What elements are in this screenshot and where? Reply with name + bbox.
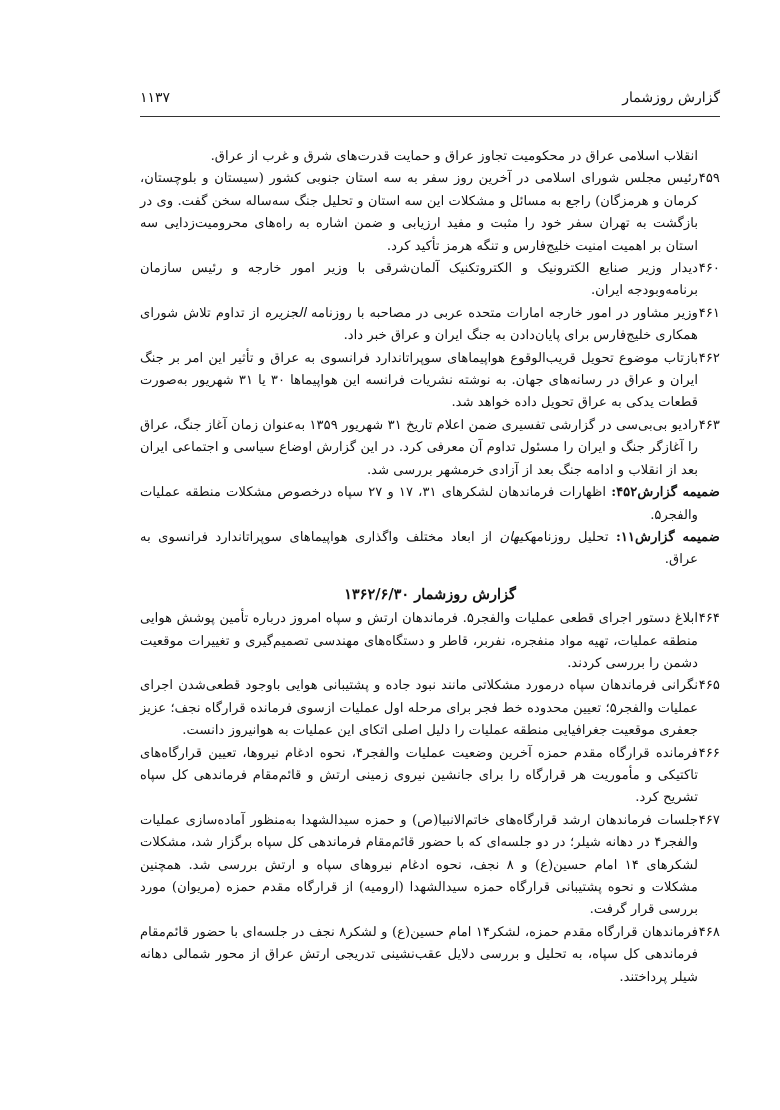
page-body — [140, 146, 720, 989]
item-text: فرماندهان قرارگاه مقدم حمزه، لشکر۱۴ امام حسین(ع) و لشکر۸ نجف در جلسه‌ای با حضور قائم‌مقام فرماندهی کل سپاه، به تحلیل و بررسی دلایل عقب‌نشینی تدریجی ارتش عراق از محور شمالی دهانه شیلر پرداختند. — [140, 924, 698, 985]
list-item — [140, 348, 720, 415]
item-number: ۴۶۲ — [698, 350, 720, 366]
page-header — [140, 88, 720, 117]
running-title: گزارش روزشمار — [622, 90, 720, 106]
list-item — [140, 743, 720, 810]
item-text: وزیر مشاور در امور خارجه امارات متحده عربی در مصاحبه با روزنامه — [305, 305, 698, 321]
item-text: دیدار وزیر صنایع الکترونیک و الکتروتکنیک آلمان‌شرقی با وزیر امور خارجه و رئیس سازمان برنامه‌وبودجه ایران. — [140, 261, 698, 299]
annex-label: ضمیمه گزارش۴۵۲: — [611, 485, 720, 501]
annex-text: تحلیل روزنامه — [530, 529, 616, 545]
item-text: رادیو بی‌بی‌سی در گزارشی تفسیری ضمن اعلام تاریخ ۳۱ شهریور ۱۳۵۹ به‌عنوان زمان آغاز جنگ، عراق را آغازگر جنگ و ایران را مسئول تداوم آن معرفی کرد. در این گزارش اوضاع سیاسی و اجتماعی ایران بعد از انقلاب و ادامه جنگ بعد از آزادی خرمشهر بررسی شد. — [140, 417, 699, 478]
item-number: ۴۶۴ — [698, 611, 720, 627]
item-text: نگرانی فرماندهان سپاه درمورد مشکلاتی مانند نبود جاده و پشتیبانی هوایی باوجود قطعی‌شدن اجرای عملیات والفجر۵؛ تعیین محدوده خط فجر برای مرحله اول عملیات ازسوی فرمانده قرارگاه نجف؛ عزیز جعفری موقعیت جغرافیایی منطقه عملیات را دلیل اصلی اتکای این عملیات به هوانیروز دانست. — [140, 678, 698, 739]
item-number: ۴۶۳ — [698, 417, 720, 433]
item-number: ۴۶۷ — [698, 812, 720, 828]
list-item — [140, 415, 720, 482]
list-item — [140, 810, 720, 922]
item-number: ۴۶۱ — [698, 305, 720, 321]
annex-note — [140, 527, 720, 572]
newspaper-name: کیهان — [499, 529, 531, 545]
list-item — [140, 608, 720, 675]
annex-text: اظهارات فرماندهان لشکرهای ۳۱، ۱۷ و ۲۷ سپاه درخصوص مشکلات منطقه عملیات والفجر۵. — [140, 485, 698, 523]
item-text: ابلاغ دستور اجرای قطعی عملیات والفجر۵. فرماندهان ارتش و سپاه امروز درباره تأمین پوشش هوایی منطقه عملیات، تهیه مواد منفجره، نفربر، قاطر و دستگاه‌های مهندسی تصمیم‌گیری و تغییرات موقعیت دشمن را بررسی کردند. — [140, 611, 699, 671]
intro-text: انقلاب اسلامی عراق در محکومیت تجاوز عراق و حمایت قدرت‌های شرق و غرب از عراق. — [210, 149, 698, 164]
list-item — [140, 168, 720, 258]
section-heading: گزارش روزشمار ۱۳۶۲/۶/۳۰ — [344, 585, 516, 603]
item-number: ۴۶۰ — [698, 261, 720, 277]
item-number: ۴۶۵ — [698, 678, 720, 694]
intro-paragraph — [140, 146, 720, 168]
item-number: ۴۶۶ — [698, 745, 720, 761]
page-number: ۱۱۳۷ — [140, 90, 171, 106]
item-number: ۴۵۹ — [698, 171, 720, 187]
list-item — [140, 258, 720, 303]
item-text: جلسات فرماندهان ارشد قرارگاه‌های خاتم‌الانبیا(ص) و حمزه سیدالشهدا به‌منظور آماده‌سازی عملیات والفجر۴ در دهانه شیلر؛ در دو جلسه‌ای که با حضور قائم‌مقام فرماندهی کل سپاه برگزار شد، مشکلات لشکرهای ۱۴ امام حسین(ع) و ۸ نجف، نحوه ادغام نیروهای سپاه و ارتش بررسی شد. همچنین مشکلات و نحوه پشتیبانی قرارگاه حمزه سیدالشهدا (ارومیه) از قرارگاه مقدم حمزه (مریوان) مورد بررسی قرار گرفت. — [140, 812, 699, 918]
item-number: ۴۶۸ — [698, 924, 720, 940]
list-item — [140, 922, 720, 989]
item-text: رئیس مجلس شورای اسلامی در آخرین روز سفر به سه استان جنوبی کشور (سیستان و بلوچستان، کرمان و هرمزگان) راجع به مسائل و مشکلات این سه استان و تحلیل جنگ سه‌ساله سخن گفت. وی در بازگشت به تهران سفر خود را مثبت و مفید ارزیابی و ضمن اشاره به راه‌های محرومیت‌زدایی سه استان بر اهمیت امنیت خلیج‌فارس و تنگه هرمز تأکید کرد. — [140, 171, 698, 254]
item-text: بازتاب موضوع تحویل قریب‌الوقوع هواپیماهای سوپراتاندارد فرانسوی به عراق و تأثیر این امر بر جنگ ایران و عراق در رسانه‌های جهان. به نوشته نشریات فرانسه این هواپیماها ۳۰ یا ۳۱ شهریور به‌صورت قطعات یدکی به عراق تحویل داده خواهد شد. — [140, 350, 698, 411]
list-item — [140, 675, 720, 742]
annex-text: از ابعاد مختلف واگذاری هواپیماهای سوپراتاندارد فرانسوی به عراق. — [140, 529, 698, 568]
annex-note — [140, 482, 720, 527]
item-text: از تداوم تلاش شورای همکاری خلیج‌فارس برای پایان‌دادن به جنگ ایران و عراق خبر داد. — [140, 305, 698, 344]
list-item — [140, 303, 720, 348]
annex-label: ضمیمه گزارش۱۱: — [615, 529, 721, 545]
item-text: فرمانده قرارگاه مقدم حمزه آخرین وضعیت عملیات والفجر۴، نحوه ادغام نیروها، تعیین قرارگاه‌های تاکتیکی و مأموریت هر قرارگاه را برای جانشین نیروی زمینی ارتش و قائم‌مقام فرماندهی کل سپاه تشریح کرد. — [140, 745, 698, 806]
newspaper-name: الجزیره — [264, 305, 306, 321]
